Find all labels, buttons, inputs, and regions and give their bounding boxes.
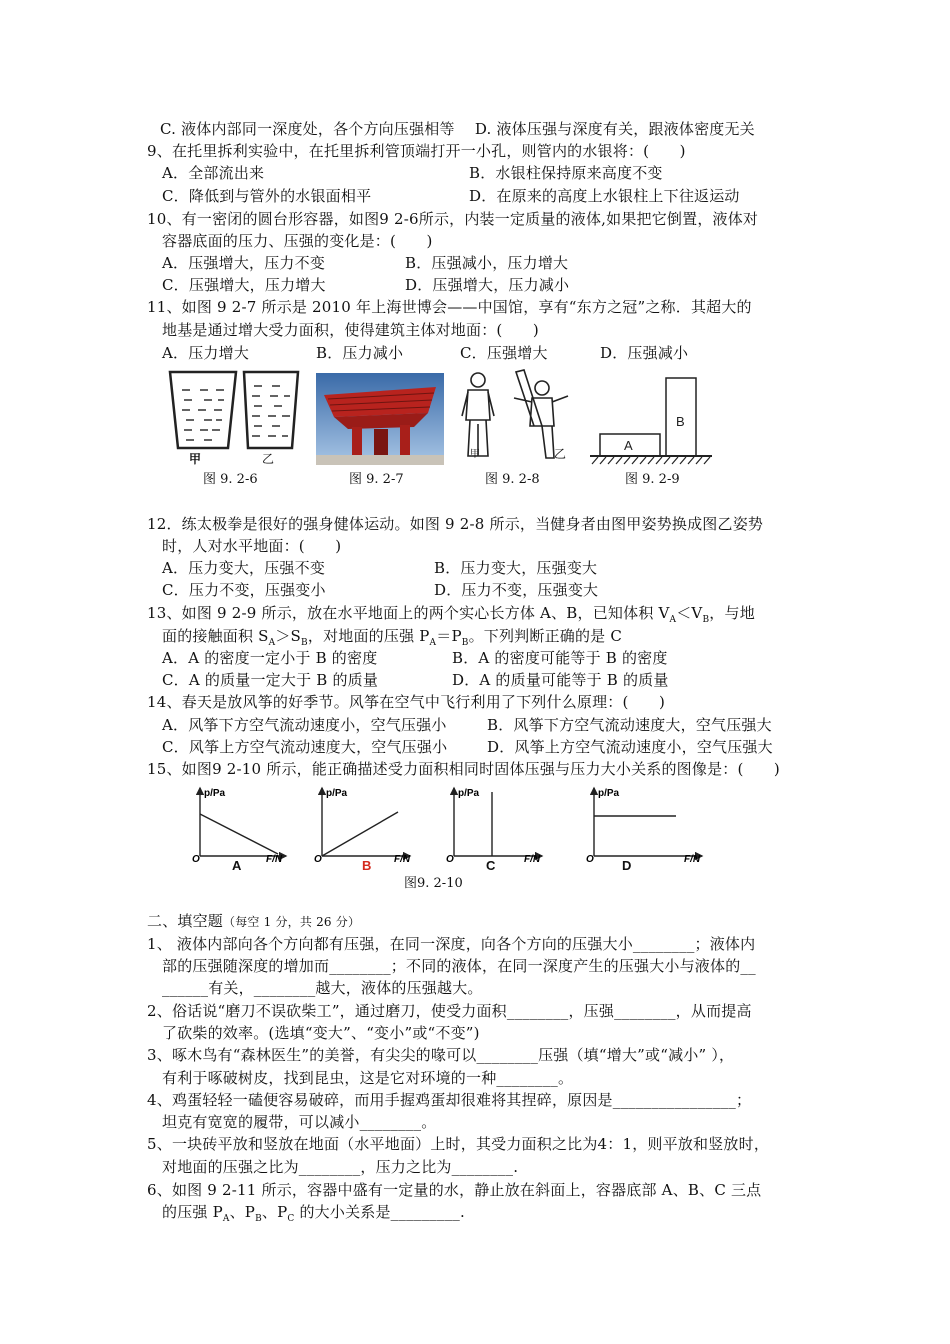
fig9-block-a-label: A <box>624 438 633 453</box>
fill2-line1: 2、俗话说“磨刀不误砍柴工”，通过磨刀，使受力面积________，压强________，从而提高 <box>147 1002 752 1020</box>
fill3-line1: 3、啄木鸟有“森林医生”的美誉，有尖尖的喙可以________压强（填“增大”或“减小” ）， <box>147 1046 735 1064</box>
q13-stem-1: 13、如图 9 2-9 所示，放在水平地面上的两个实心长方体 A、B，已知体积 $V_A<V_B$，与地 <box>147 604 755 625</box>
fig8-left-label: 甲 <box>470 449 480 460</box>
q12-option-b: B．压力变大，压强变大 <box>434 559 598 577</box>
q9-option-c: C．降低到与管外的水银面相平 <box>162 187 372 205</box>
q14-option-d: D．风筝上方空气流动速度小，空气压强大 <box>487 738 773 756</box>
fig6-caption: 图 9. 2-6 <box>203 472 258 487</box>
q11-option-d: D．压强减小 <box>600 344 689 362</box>
graph-d <box>586 788 702 873</box>
q12-stem-1: 12．练太极拳是很好的强身健体运动。如图 9 2-8 所示，当健身者由图甲姿势换成图乙姿势 <box>147 515 764 533</box>
q14-stem: 14、春天是放风筝的好季节。风筝在空气中飞行利用了下列什么原理：( ) <box>147 693 665 711</box>
graph-c-label: C <box>486 858 496 873</box>
fill3-line2: 有利于啄破树皮，找到昆虫，这是它对环境的一种________。 <box>162 1069 574 1087</box>
q9-stem: 9、在托里拆利实验中，在托里拆利管顶端打开一小孔，则管内的水银将：( ) <box>147 142 686 160</box>
figure-9-2-9-blocks <box>586 374 716 466</box>
q11-stem-2: 地基是通过增大受力面积，使得建筑主体对地面：( ) <box>162 321 539 339</box>
fig10-caption: 图9. 2-10 <box>404 876 463 891</box>
figure-9-2-7-china-pavilion <box>316 373 444 465</box>
fill5-line2: 对地面的压强之比为________，压力之比为________. <box>162 1158 519 1176</box>
q10-option-c: C．压强增大，压力增大 <box>162 276 326 294</box>
section2-note: （每空 1 分，共 26 分） <box>223 915 361 929</box>
graph-a-origin: O <box>192 854 200 865</box>
q9-option-b: B．水银柱保持原来高度不变 <box>469 164 663 182</box>
q12-option-a: A．压力变大，压强不变 <box>162 559 326 577</box>
q15-stem: 15、如图9 2-10 所示，能正确描述受力面积相同时固体压强与压力大小关系的图像是：( ) <box>147 760 780 778</box>
q13-option-d: D．A 的质量可能等于 B 的质量 <box>452 671 669 689</box>
q12-option-d: D．压力不变，压强变大 <box>434 581 599 599</box>
figure-9-2-10-graphs <box>188 782 738 874</box>
fig9-block-b-label: B <box>676 414 685 429</box>
graph-d-x-label: F/N <box>684 854 701 865</box>
section2-title: 二、填空题（每空 1 分，共 26 分） <box>147 912 361 930</box>
graph-b-origin: O <box>314 854 322 865</box>
q11-option-c: C．压强增大 <box>460 344 548 362</box>
figure-9-2-6 <box>160 368 310 468</box>
graph-b-label: B <box>362 858 372 873</box>
graph-c-y-label: p/Pa <box>458 788 480 799</box>
fill6-line2: 的压强 $P_A$、$P_B$、$P_C$ 的大小关系是_________. <box>162 1203 465 1224</box>
graph-d-label: D <box>622 858 632 873</box>
q12-stem-2: 时，人对水平地面：( ) <box>162 537 342 555</box>
q14-option-b: B．风筝下方空气流动速度大，空气压强大 <box>487 716 772 734</box>
fill1-line2: 部的压强随深度的增加而________；不同的液体，在同一深度产生的压强大小与液体的__ <box>162 957 756 975</box>
fig8-right-label: 乙 <box>554 447 567 461</box>
q9-option-a: A．全部流出来 <box>162 164 265 182</box>
graph-b-x-label: F/N <box>394 854 411 865</box>
q10-stem-1: 10、有一密闭的圆台形容器，如图9 2-6所示，内装一定质量的液体,如果把它倒置，液体对 <box>147 210 759 228</box>
graph-a-label: A <box>232 858 242 873</box>
graph-a-x-label: F/N <box>266 854 283 865</box>
graph-b <box>314 788 411 873</box>
q8-options-cd: C. 液体内部同一深度处，各个方向压强相等 D. 液体压强与深度有关，跟液体密度无关 <box>160 120 755 138</box>
graph-a <box>192 788 286 873</box>
fig7-caption: 图 9. 2-7 <box>349 472 404 487</box>
fill6-line1: 6、如图 9 2-11 所示，容器中盛有一定量的水，静止放在斜面上，容器底部 A、B、C 三点 <box>147 1181 762 1199</box>
q13-option-c: C．A 的质量一定大于 B 的质量 <box>162 671 379 689</box>
graph-c-origin: O <box>446 854 454 865</box>
fill4-line1: 4、鸡蛋轻轻一磕便容易破碎，而用手握鸡蛋却很难将其捏碎，原因是________________； <box>147 1091 752 1109</box>
fig8-caption: 图 9. 2-8 <box>485 472 540 487</box>
graph-c <box>446 788 542 873</box>
fig6-right-label: 乙 <box>262 452 275 466</box>
q13-option-b: B．A 的密度可能等于 B 的密度 <box>452 649 668 667</box>
fig9-caption: 图 9. 2-9 <box>625 472 680 487</box>
graph-d-y-label: p/Pa <box>598 788 620 799</box>
q13-option-a: A．A 的密度一定小于 B 的密度 <box>162 649 378 667</box>
fill1-line3: ______有关，________越大，液体的压强越大。 <box>162 979 483 997</box>
q10-stem-2: 容器底面的压力、压强的变化是：( ) <box>162 232 433 250</box>
fill2-line2: 了砍柴的效率。(选填“变大”、“变小”或“不变”) <box>162 1024 480 1042</box>
q13-stem-2: 面的接触面积 $S_A>S_B$，对地面的压强 $P_A=P_B$。下列判断正确的是 C <box>162 627 623 648</box>
fill4-line2: 坦克有宽宽的履带，可以减小________。 <box>162 1113 437 1131</box>
q11-option-a: A．压力增大 <box>162 344 250 362</box>
graph-c-x-label: F/N <box>524 854 541 865</box>
q9-option-d: D．在原来的高度上水银柱上下往返运动 <box>469 187 740 205</box>
fig6-left-label: 甲 <box>189 452 202 466</box>
fill5-line1: 5、一块砖平放和竖放在地面（水平地面）上时，其受力面积之比为4：1，则平放和竖放时， <box>147 1135 770 1153</box>
q14-option-c: C．风筝上方空气流动速度大，空气压强小 <box>162 738 448 756</box>
q11-option-b: B．压力减小 <box>316 344 404 362</box>
q10-option-b: B．压强减小，压力增大 <box>405 254 569 272</box>
graph-d-origin: O <box>586 854 594 865</box>
q12-option-c: C．压力不变，压强变小 <box>162 581 326 599</box>
fill1-line1: 1、 液体内部向各个方向都有压强，在同一深度，向各个方向的压强大小________；液体内 <box>147 935 756 953</box>
q14-option-a: A．风筝下方空气流动速度小，空气压强小 <box>162 716 447 734</box>
q10-option-a: A．压强增大，压力不变 <box>162 254 326 272</box>
q11-stem-1: 11、如图 9 2-7 所示是 2010 年上海世博会——中国馆，享有“东方之冠”之称．其超大的 <box>147 298 752 316</box>
q10-option-d: D．压强增大，压力减小 <box>405 276 570 294</box>
graph-a-y-label: p/Pa <box>204 788 226 799</box>
graph-b-y-label: p/Pa <box>326 788 348 799</box>
